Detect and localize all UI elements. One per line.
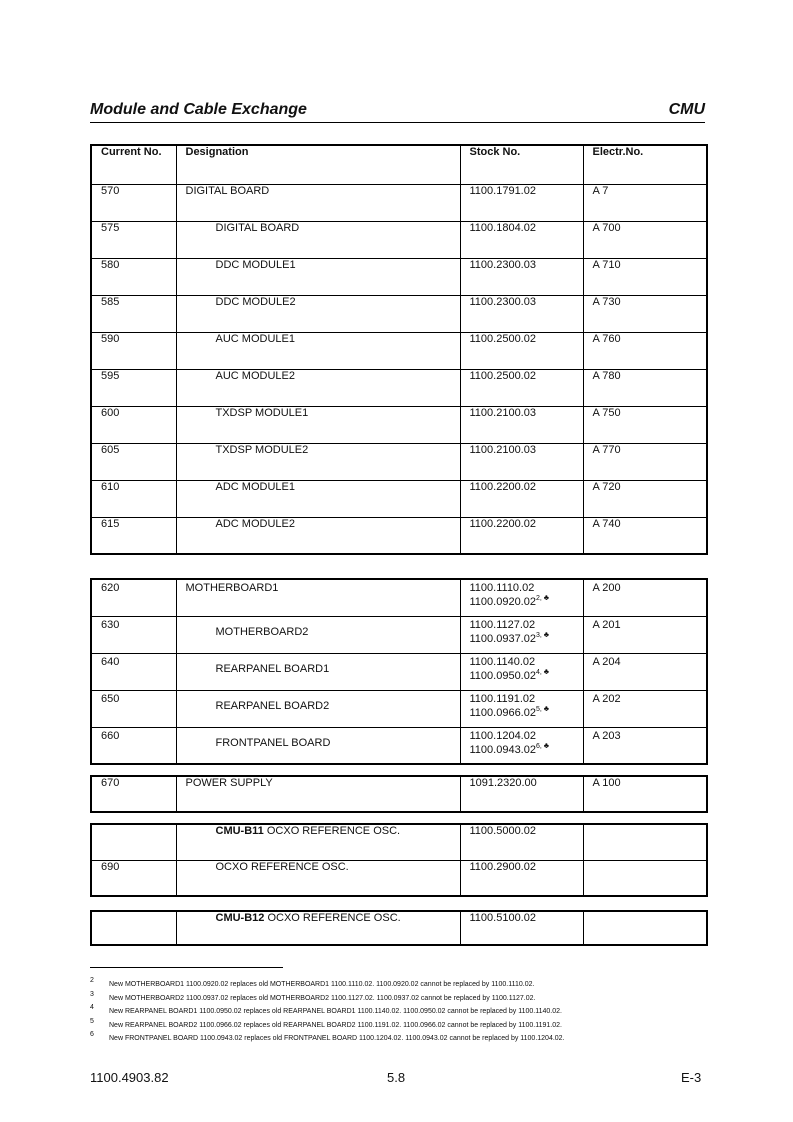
electr-no: A 7 (583, 184, 707, 221)
stock-no-old: 1100.1204.02 (469, 729, 536, 742)
electr-no (583, 911, 707, 945)
footnote-number: 6 (90, 1031, 94, 1038)
stock-no: 1100.5000.02 (460, 824, 583, 860)
footnote-ref-number: 5, (535, 705, 542, 713)
designation (176, 860, 460, 896)
designation: TXDSP MODULE2 (176, 443, 460, 480)
electr-no: A 203 (583, 727, 707, 764)
stock-no-new-value: 1100.0950.02 (469, 669, 536, 682)
header-rule (90, 122, 705, 123)
electr-no: A 780 (583, 369, 707, 406)
table-row (91, 443, 707, 480)
table-row (91, 406, 707, 443)
designation: ADC MODULE1 (176, 480, 460, 517)
page-header (90, 101, 705, 121)
stock-no-new (470, 631, 583, 647)
footnote-ref (535, 629, 550, 639)
footnote-text: New MOTHERBOARD2 1100.0937.02 replaces old MOTHERBOARD2 1100.1127.02. 1100.0937.02 cannot be replaced by 1100.1127.02. (109, 995, 536, 1002)
club-icon: ♣ (543, 703, 550, 713)
stock-no: 1100.2100.03 (460, 406, 583, 443)
table-row (91, 824, 707, 860)
current-no: 670 (91, 776, 176, 812)
col-current-no: Current No. (91, 145, 176, 184)
current-no: 660 (91, 727, 176, 764)
stock-no-new-value: 1100.0943.02 (469, 743, 536, 756)
stock-no: 1100.5100.02 (460, 911, 583, 945)
table-row (91, 911, 707, 945)
footnote-rule (90, 967, 283, 968)
page-title: Module and Cable Exchange (90, 101, 307, 118)
stock-no (460, 727, 583, 764)
stock-no (460, 690, 583, 727)
club-icon: ♣ (543, 666, 550, 676)
footnote-ref-number: 2, (535, 595, 542, 603)
current-no: 620 (91, 579, 176, 616)
designation-text: OCXO REFERENCE OSC. (263, 825, 401, 837)
footnote-ref-number: 4, (535, 668, 542, 676)
table-row (91, 332, 707, 369)
electr-no: A 770 (583, 443, 707, 480)
designation: DDC MODULE1 (176, 258, 460, 295)
designation (176, 911, 460, 945)
current-no (91, 911, 176, 945)
electr-no: A 740 (583, 517, 707, 554)
module-table-3 (90, 775, 708, 813)
stock-no (460, 579, 583, 616)
col-designation: Designation (176, 145, 460, 184)
club-icon: ♣ (543, 629, 550, 639)
electr-no (583, 824, 707, 860)
designation: ADC MODULE2 (176, 517, 460, 554)
col-electr-no: Electr.No. (583, 145, 707, 184)
designation-text: OCXO REFERENCE OSC. (215, 860, 349, 873)
electr-no (583, 860, 707, 896)
table-row (91, 480, 707, 517)
table-row (91, 517, 707, 554)
stock-no: 1100.2500.02 (460, 332, 583, 369)
footnote-text: New REARPANEL BOARD2 1100.0966.02 replaces old REARPANEL BOARD2 1100.1191.02. 1100.0966.02 cannot be replaced by 1100.1191.02. (109, 1022, 562, 1029)
designation (176, 824, 460, 860)
table-row (91, 221, 707, 258)
current-no: 615 (91, 517, 176, 554)
designation: DIGITAL BOARD (176, 221, 460, 258)
electr-no: A 760 (583, 332, 707, 369)
footnote-number: 2 (90, 977, 94, 984)
table-row (91, 184, 707, 221)
table-header-row (91, 145, 707, 184)
footnote-ref (535, 666, 550, 676)
stock-no-new-value: 1100.0920.02 (469, 596, 536, 608)
footnote-ref-number: 3, (535, 631, 542, 639)
stock-no: 1091.2320.00 (460, 776, 583, 812)
stock-no-old: 1100.1127.02 (469, 618, 536, 631)
option-prefix: CMU-B12 (215, 912, 265, 924)
stock-no: 1100.2200.02 (460, 480, 583, 517)
designation: AUC MODULE2 (176, 369, 460, 406)
stock-no: 1100.2500.02 (460, 369, 583, 406)
current-no: 650 (91, 690, 176, 727)
electr-no: A 720 (583, 480, 707, 517)
table-row (91, 295, 707, 332)
footnote-ref (536, 595, 549, 602)
designation: REARPANEL BOARD2 (176, 690, 460, 727)
stock-no: 1100.2300.03 (460, 258, 583, 295)
footer-doc-number: 1100.4903.82 (90, 1070, 169, 1085)
footnote-number: 5 (90, 1018, 94, 1025)
current-no: 630 (91, 616, 176, 653)
electr-no: A 204 (583, 653, 707, 690)
current-no: 690 (91, 860, 176, 896)
current-no: 580 (91, 258, 176, 295)
module-table-1 (90, 144, 708, 555)
designation: POWER SUPPLY (176, 776, 460, 812)
current-no (91, 824, 176, 860)
stock-no: 1100.2900.02 (460, 860, 583, 896)
electr-no: A 750 (583, 406, 707, 443)
footnote-text: New MOTHERBOARD1 1100.0920.02 replaces old MOTHERBOARD1 1100.1110.02. 1100.0920.02 cannot be replaced by 1100.1110.02. (109, 981, 535, 988)
stock-no-new (470, 742, 583, 758)
product-code: CMU (668, 101, 705, 118)
table-row (91, 727, 707, 764)
current-no: 570 (91, 184, 176, 221)
current-no: 575 (91, 221, 176, 258)
stock-no: 1100.1791.02 (460, 184, 583, 221)
electr-no: A 730 (583, 295, 707, 332)
designation: FRONTPANEL BOARD (176, 727, 460, 764)
designation: DDC MODULE2 (176, 295, 460, 332)
stock-no-old: 1100.1191.02 (469, 692, 536, 705)
current-no: 605 (91, 443, 176, 480)
stock-no: 1100.2300.03 (460, 295, 583, 332)
current-no: 640 (91, 653, 176, 690)
electr-no: A 100 (583, 776, 707, 812)
electr-no: A 710 (583, 258, 707, 295)
stock-no: 1100.2200.02 (460, 517, 583, 554)
designation-text: OCXO REFERENCE OSC. (264, 912, 401, 924)
designation: TXDSP MODULE1 (176, 406, 460, 443)
footnote-ref-number: 6, (535, 742, 542, 750)
designation: AUC MODULE1 (176, 332, 460, 369)
electr-no: A 201 (583, 616, 707, 653)
stock-no (460, 616, 583, 653)
stock-no-new (470, 668, 583, 684)
footnote-ref (535, 703, 550, 713)
current-no: 600 (91, 406, 176, 443)
designation: DIGITAL BOARD (176, 184, 460, 221)
table-row (91, 369, 707, 406)
table-row (91, 776, 707, 812)
stock-no-new (470, 594, 583, 610)
stock-no: 1100.1804.02 (460, 221, 583, 258)
designation: MOTHERBOARD2 (176, 616, 460, 653)
stock-no-new (470, 705, 583, 721)
table-row (91, 579, 707, 616)
stock-no-old: 1100.1140.02 (469, 655, 536, 668)
stock-no: 1100.2100.03 (460, 443, 583, 480)
module-table-4 (90, 823, 708, 897)
module-table-5 (90, 910, 708, 946)
current-no: 610 (91, 480, 176, 517)
footer-version: 5.8 (387, 1070, 406, 1085)
stock-no-old: 1100.1110.02 (469, 582, 535, 594)
col-stock-no: Stock No. (460, 145, 583, 184)
footnote-text: New FRONTPANEL BOARD 1100.0943.02 replaces old FRONTPANEL BOARD 1100.1204.02. 1100.0943.02 cannot be replaced by 1100.1204.02. (109, 1035, 565, 1042)
footnote-number: 3 (90, 991, 94, 998)
current-no: 595 (91, 369, 176, 406)
option-prefix: CMU-B11 (215, 825, 264, 837)
table-row (91, 860, 707, 896)
table-row (91, 690, 707, 727)
table-row (91, 616, 707, 653)
module-table-2 (90, 578, 708, 765)
electr-no: A 202 (583, 690, 707, 727)
stock-no (460, 653, 583, 690)
footnote-number: 4 (90, 1004, 94, 1011)
footer-page-number: E-3 (681, 1070, 702, 1085)
club-icon: ♣ (543, 593, 550, 603)
footnote-text: New REARPANEL BOARD1 1100.0950.02 replaces old REARPANEL BOARD1 1100.1140.02. 1100.0950.02 cannot be replaced by 1100.1140.02. (109, 1008, 562, 1015)
stock-no-new-value: 1100.0966.02 (469, 706, 536, 719)
footnote-ref (535, 740, 550, 750)
club-icon: ♣ (543, 740, 550, 750)
stock-no-new-value: 1100.0937.02 (469, 632, 536, 645)
current-no: 585 (91, 295, 176, 332)
table-row (91, 653, 707, 690)
current-no: 590 (91, 332, 176, 369)
electr-no: A 200 (583, 579, 707, 616)
electr-no: A 700 (583, 221, 707, 258)
designation: MOTHERBOARD1 (176, 579, 460, 616)
designation: REARPANEL BOARD1 (176, 653, 460, 690)
table-row (91, 258, 707, 295)
